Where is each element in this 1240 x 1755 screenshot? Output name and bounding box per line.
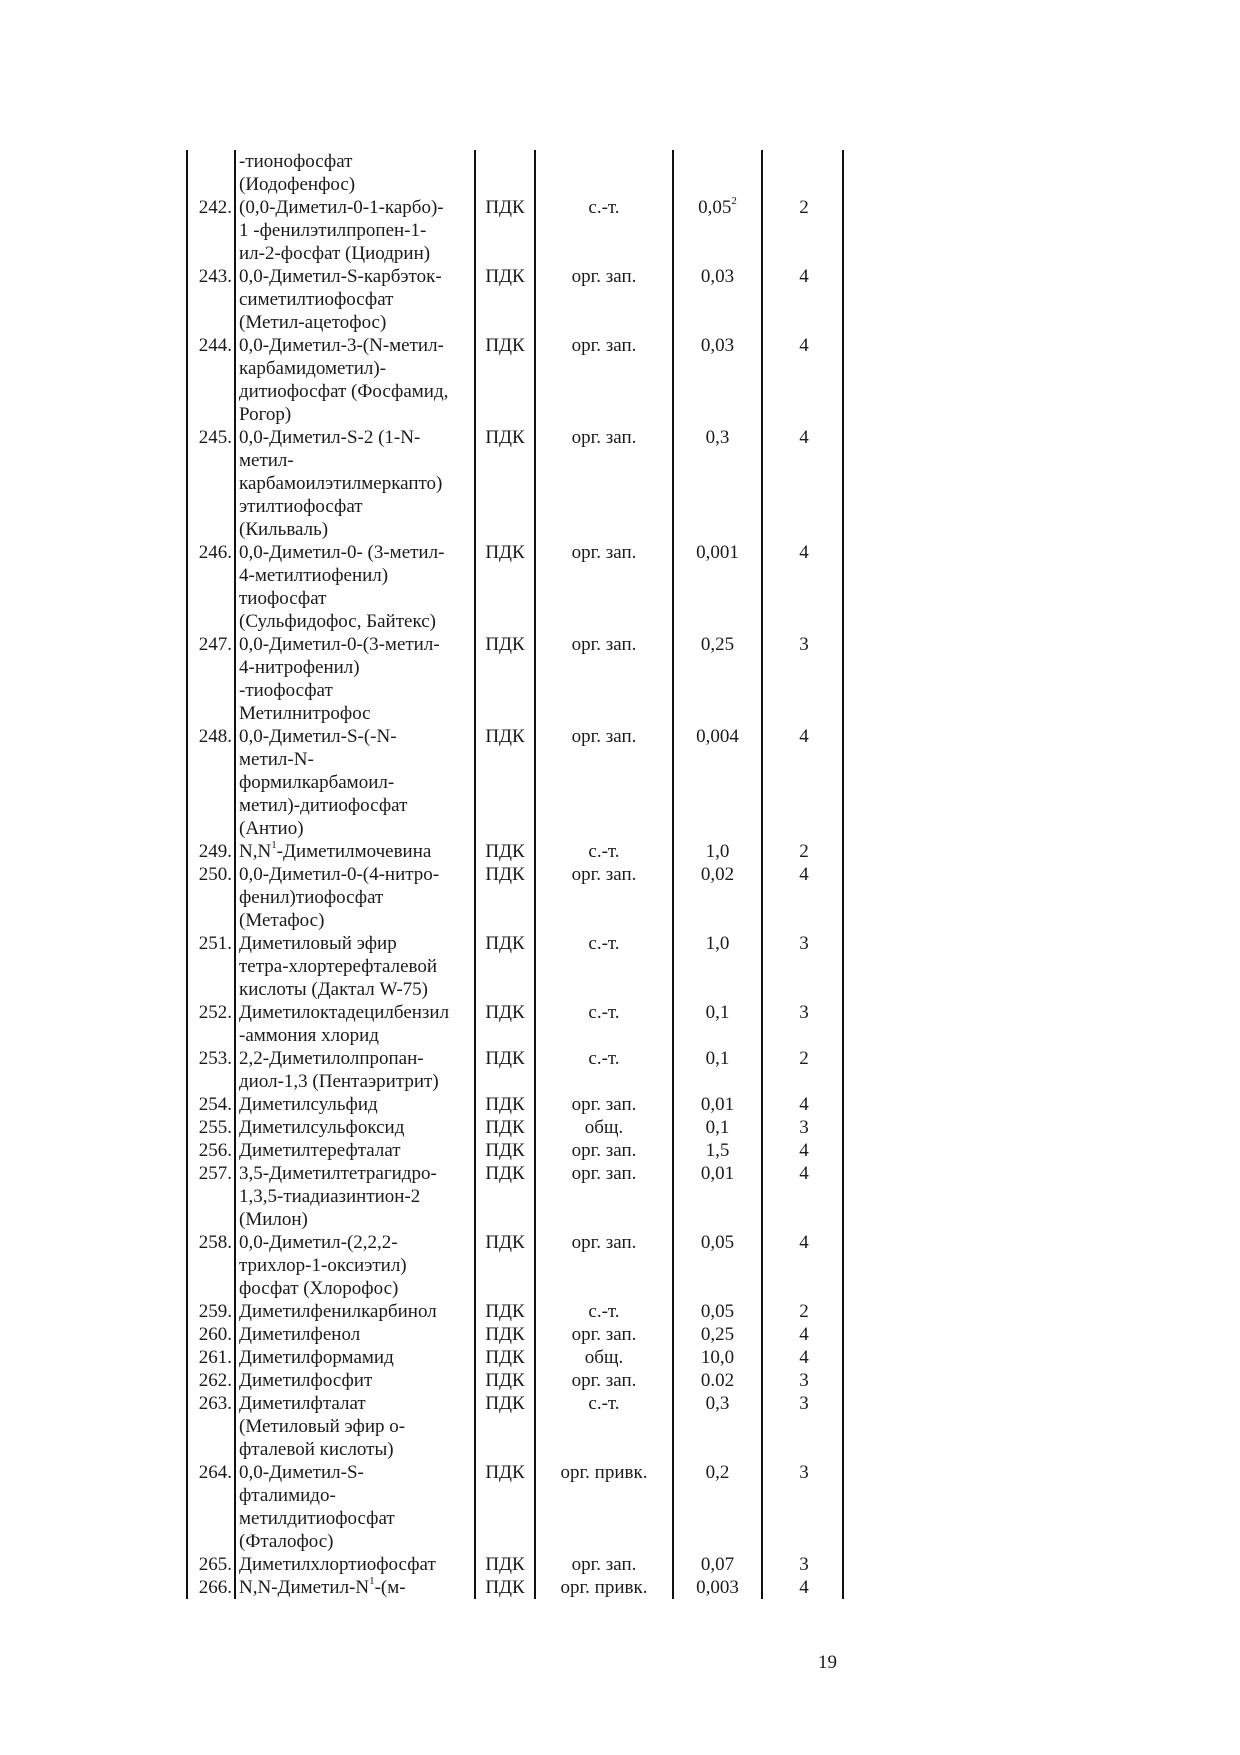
harmfulness-indicator: орг. зап. — [571, 726, 637, 747]
substance-name-line: метилдитиофосфат — [239, 1508, 395, 1529]
concentration-value: 10,0 — [700, 1347, 735, 1368]
concentration-value — [673, 150, 762, 196]
row-number: 259. — [198, 1301, 232, 1322]
row-number: 263. — [198, 1393, 232, 1414]
substance-name — [235, 541, 475, 633]
hazard-class: 4 — [799, 864, 809, 885]
concentration-value: 0,05 — [700, 1301, 735, 1322]
substance-name-line: 4-метилтиофенил) — [239, 565, 389, 586]
substance-name-line: Диметилтерефталат — [239, 1140, 401, 1161]
hazard-class: 2 — [799, 1301, 809, 1322]
column-divider — [474, 150, 476, 1599]
substance-name-line: (Сульфидофос, Байтекс) — [239, 611, 436, 632]
hazard-class: 3 — [799, 1370, 809, 1391]
hazard-class: 2 — [799, 197, 809, 218]
column-divider — [761, 150, 763, 1599]
table-row — [186, 541, 846, 633]
table-row — [186, 1300, 846, 1323]
substance-name-line: тиофосфат — [239, 588, 327, 609]
substance-name — [235, 1553, 475, 1576]
substance-name-line: кислоты (Дактал W-75) — [239, 979, 428, 1000]
limit-type: ПДК — [485, 1462, 525, 1483]
substance-name-line: фталимидо- — [239, 1485, 336, 1506]
substance-name-line: Диметилфенилкарбинол — [239, 1301, 437, 1322]
substance-name-line: (Милон) — [239, 1209, 308, 1230]
concentration-value: 1,0 — [705, 933, 730, 954]
hazard-class: 4 — [799, 1324, 809, 1345]
table-row — [186, 1001, 846, 1047]
concentration-value: 0,3 — [705, 427, 730, 448]
substance-name-line: карбамоилэтилмеркапто) — [239, 473, 443, 494]
table-row — [186, 265, 846, 334]
limit-type — [475, 150, 535, 196]
table-row — [186, 1231, 846, 1300]
limit-type: ПДК — [485, 1232, 525, 1253]
substances-table — [186, 150, 844, 1599]
concentration-value: 0,05$^2$ — [698, 194, 737, 218]
substance-name-line: симетилтиофосфат — [239, 289, 394, 310]
limit-type: ПДК — [485, 266, 525, 287]
harmfulness-indicator: орг. зап. — [571, 634, 637, 655]
hazard-class — [762, 150, 846, 196]
substance-name — [235, 334, 475, 426]
concentration-value: 0,25 — [700, 634, 735, 655]
substance-name — [235, 1461, 475, 1553]
substance-name-line: диол-1,3 (Пентаэритрит) — [239, 1071, 439, 1092]
substance-name-line: дитиофосфат (Фосфамид, — [239, 381, 449, 402]
substance-name-line: Диметилхлортиофосфат — [239, 1554, 436, 1575]
column-divider — [534, 150, 536, 1599]
harmfulness-indicator: орг. привк. — [560, 1577, 648, 1598]
substance-name-line: 1,3,5-тиадиазинтион-2 — [239, 1186, 421, 1207]
row-number — [186, 150, 235, 196]
harmfulness-indicator: орг. зап. — [571, 1140, 637, 1161]
substance-name — [235, 1369, 475, 1392]
table-row — [186, 1323, 846, 1346]
harmfulness-indicator: орг. зап. — [571, 1370, 637, 1391]
concentration-value: 0,1 — [705, 1002, 730, 1023]
substance-name-line: Метилнитрофос — [239, 703, 371, 724]
harmfulness-indicator: с.-т. — [588, 841, 620, 862]
table-row — [186, 196, 846, 265]
row-number: 262. — [198, 1370, 232, 1391]
hazard-class: 4 — [799, 1577, 809, 1598]
substance-name — [235, 1300, 475, 1323]
table-row — [186, 1047, 846, 1093]
limit-type: ПДК — [485, 841, 525, 862]
row-number: 260. — [198, 1324, 232, 1345]
substance-name — [235, 863, 475, 932]
concentration-value: 0,003 — [696, 1577, 739, 1598]
row-number: 254. — [198, 1094, 232, 1115]
harmfulness-indicator: орг. зап. — [571, 864, 637, 885]
substance-name-line: (Фталофос) — [239, 1531, 334, 1552]
row-number: 250. — [198, 864, 232, 885]
concentration-value: 0,25 — [700, 1324, 735, 1345]
substance-name-line: Диметилсульфид — [239, 1094, 378, 1115]
substance-name-line: 0,0-Диметил-S- — [239, 1462, 364, 1483]
substance-name — [235, 633, 475, 725]
hazard-class: 4 — [799, 1140, 809, 1161]
table-row — [186, 725, 846, 840]
substance-name — [235, 1392, 475, 1461]
hazard-class: 3 — [799, 1462, 809, 1483]
row-number: 248. — [198, 726, 232, 747]
limit-type: ПДК — [485, 1163, 525, 1184]
concentration-value: 0.02 — [700, 1370, 735, 1391]
substance-name-line: фенил)тиофосфат — [239, 887, 384, 908]
table-row — [186, 1553, 846, 1576]
substance-name-line: Диметилфенол — [239, 1324, 361, 1345]
substance-name — [235, 1346, 475, 1369]
substance-name-line: 3,5-Диметилтетрагидро- — [239, 1163, 437, 1184]
concentration-value: 0,03 — [700, 335, 735, 356]
harmfulness-indicator: с.-т. — [588, 197, 620, 218]
substance-name-line: 0,0-Диметил-S-2 (1-N- — [239, 427, 421, 448]
table-row — [186, 1576, 846, 1599]
concentration-value: 0,02 — [700, 864, 735, 885]
table-row — [186, 1139, 846, 1162]
substance-name-line: метил- — [239, 450, 294, 471]
substance-name-line: ил-2-фосфат (Циодрин) — [239, 243, 431, 264]
hazard-class: 3 — [799, 1554, 809, 1575]
harmfulness-indicator: с.-т. — [588, 1002, 620, 1023]
harmfulness-indicator — [535, 150, 673, 196]
limit-type: ПДК — [485, 1048, 525, 1069]
row-number: 252. — [198, 1002, 232, 1023]
limit-type: ПДК — [485, 542, 525, 563]
harmfulness-indicator: орг. зап. — [571, 542, 637, 563]
substance-name — [235, 150, 475, 196]
harmfulness-indicator: орг. зап. — [571, 1094, 637, 1115]
limit-type: ПДК — [485, 197, 525, 218]
substance-name-line: метил-N- — [239, 749, 314, 770]
substance-name-line: $N,N-Диметил-N^1-(м-$ — [239, 1574, 406, 1598]
harmfulness-indicator: с.-т. — [588, 1393, 620, 1414]
hazard-class: 3 — [799, 933, 809, 954]
limit-type: ПДК — [485, 726, 525, 747]
substance-name-line: Диметилоктадецилбензил — [239, 1002, 450, 1023]
harmfulness-indicator: орг. зап. — [571, 1324, 637, 1345]
hazard-class: 2 — [799, 1048, 809, 1069]
harmfulness-indicator: орг. зап. — [571, 335, 637, 356]
concentration-value: 0,001 — [696, 542, 739, 563]
limit-type: ПДК — [485, 427, 525, 448]
substance-name-line: (Метил-ацетофос) — [239, 312, 387, 333]
concentration-value: 0,03 — [700, 266, 735, 287]
substance-name-line: -тиофосфат — [239, 680, 333, 701]
table-border-left — [186, 150, 188, 1599]
hazard-class: 4 — [799, 1163, 809, 1184]
substance-name-line: -аммония хлорид — [239, 1025, 379, 1046]
concentration-value: 0,1 — [705, 1048, 730, 1069]
limit-type: ПДК — [485, 1324, 525, 1345]
row-number: 244. — [198, 335, 232, 356]
harmfulness-indicator: орг. привк. — [560, 1462, 648, 1483]
limit-type: ПДК — [485, 1370, 525, 1391]
limit-type: ПДК — [485, 1554, 525, 1575]
table-row — [186, 1093, 846, 1116]
substance-name — [235, 1162, 475, 1231]
limit-type: ПДК — [485, 1301, 525, 1322]
table-row — [186, 840, 846, 863]
harmfulness-indicator: орг. зап. — [571, 1232, 637, 1253]
concentration-value: 0,3 — [705, 1393, 730, 1414]
hazard-class: 4 — [799, 335, 809, 356]
row-number: 245. — [198, 427, 232, 448]
substance-name-line: (Метафос) — [239, 910, 325, 931]
hazard-class: 4 — [799, 266, 809, 287]
substance-name — [235, 1116, 475, 1139]
substance-name-line: 0,0-Диметил-S-(-N- — [239, 726, 397, 747]
substance-name — [235, 932, 475, 1001]
harmfulness-indicator: с.-т. — [588, 1048, 620, 1069]
substance-name-line: 4-нитрофенил) — [239, 657, 360, 678]
table-row — [186, 150, 846, 196]
harmfulness-indicator: орг. зап. — [571, 266, 637, 287]
row-number: 266. — [198, 1577, 232, 1598]
table-row — [186, 1346, 846, 1369]
substance-name-line: Диметилформамид — [239, 1347, 394, 1368]
substance-name — [235, 1047, 475, 1093]
substance-name-line: (0,0-Диметил-0-1-карбо)- — [239, 197, 444, 218]
table-row — [186, 1116, 846, 1139]
limit-type: ПДК — [485, 1577, 525, 1598]
column-divider — [234, 150, 236, 1599]
harmfulness-indicator: общ. — [584, 1117, 624, 1138]
table-row — [186, 1369, 846, 1392]
concentration-value: 1,0 — [705, 841, 730, 862]
substance-name-line: фосфат (Хлорофос) — [239, 1278, 399, 1299]
limit-type: ПДК — [485, 1393, 525, 1414]
row-number: 261. — [198, 1347, 232, 1368]
row-number: 256. — [198, 1140, 232, 1161]
substance-name-line: -тионофосфат — [239, 151, 353, 172]
concentration-value: 0,01 — [700, 1163, 735, 1184]
substance-name-line: метил)-дитиофосфат — [239, 795, 408, 816]
row-number: 243. — [198, 266, 232, 287]
concentration-value: 1,5 — [705, 1140, 730, 1161]
substance-name — [235, 1576, 475, 1599]
substance-name-line: 0,0-Диметил-0-(3-метил- — [239, 634, 440, 655]
substance-name-line: трихлор-1-оксиэтил) — [239, 1255, 407, 1276]
harmfulness-indicator: орг. зап. — [571, 427, 637, 448]
row-number: 258. — [198, 1232, 232, 1253]
row-number: 242. — [198, 197, 232, 218]
table-row — [186, 932, 846, 1001]
limit-type: ПДК — [485, 1117, 525, 1138]
concentration-value: 0,1 — [705, 1117, 730, 1138]
limit-type: ПДК — [485, 335, 525, 356]
substance-name-line: $N,N^1$-Диметилмочевина — [239, 838, 432, 862]
concentration-value: 0,05 — [700, 1232, 735, 1253]
substance-name-line: тетра-хлортерефталевой — [239, 956, 438, 977]
substance-name-line: карбамидометил)- — [239, 358, 387, 379]
harmfulness-indicator: общ. — [584, 1347, 624, 1368]
concentration-value: 0,07 — [700, 1554, 735, 1575]
table-border-right — [842, 150, 844, 1599]
substance-name-line: 0,0-Диметил-S-карбэток- — [239, 266, 442, 287]
substance-name-line: 0,0-Диметил-0- (3-метил- — [239, 542, 445, 563]
harmfulness-indicator: орг. зап. — [571, 1163, 637, 1184]
substance-name-line: (Метиловый эфир о- — [239, 1416, 406, 1437]
limit-type: ПДК — [485, 864, 525, 885]
substance-name — [235, 1139, 475, 1162]
substance-name-line: Диметилсульфоксид — [239, 1117, 405, 1138]
row-number: 255. — [198, 1117, 232, 1138]
substance-name-line: Диметилфталат — [239, 1393, 366, 1414]
substance-name — [235, 725, 475, 840]
substance-name — [235, 840, 475, 863]
substance-name-line: формилкарбамоил- — [239, 772, 395, 793]
hazard-class: 4 — [799, 1094, 809, 1115]
substance-name-line: Диметиловый эфир — [239, 933, 397, 954]
page-number: 19 — [818, 1652, 837, 1673]
hazard-class: 3 — [799, 1117, 809, 1138]
concentration-value: 0,2 — [705, 1462, 730, 1483]
harmfulness-indicator: орг. зап. — [571, 1554, 637, 1575]
harmfulness-indicator: с.-т. — [588, 933, 620, 954]
row-number: 249. — [198, 841, 232, 862]
hazard-class: 4 — [799, 726, 809, 747]
row-number: 246. — [198, 542, 232, 563]
substance-name-line: 2,2-Диметилолпропан- — [239, 1048, 424, 1069]
substance-name — [235, 1093, 475, 1116]
row-number: 253. — [198, 1048, 232, 1069]
substance-name — [235, 196, 475, 265]
row-number: 247. — [198, 634, 232, 655]
limit-type: ПДК — [485, 1140, 525, 1161]
row-number: 265. — [198, 1554, 232, 1575]
harmfulness-indicator: с.-т. — [588, 1301, 620, 1322]
substance-name-line: 1 -фенилэтилпропен-1- — [239, 220, 427, 241]
limit-type: ПДК — [485, 1347, 525, 1368]
column-divider — [672, 150, 674, 1599]
table-row — [186, 1461, 846, 1553]
substance-name-line: Диметилфосфит — [239, 1370, 373, 1391]
table-row — [186, 633, 846, 725]
limit-type: ПДК — [485, 933, 525, 954]
hazard-class: 3 — [799, 1002, 809, 1023]
substance-name — [235, 426, 475, 541]
substance-name-line: (Антио) — [239, 818, 304, 839]
substance-name — [235, 265, 475, 334]
hazard-class: 4 — [799, 1347, 809, 1368]
hazard-class: 2 — [799, 841, 809, 862]
substance-name-line: (Иодофенфос) — [239, 174, 356, 195]
substance-name-line: 0,0-Диметил-0-(4-нитро- — [239, 864, 440, 885]
substance-name-line: этилтиофосфат — [239, 496, 363, 517]
hazard-class: 4 — [799, 427, 809, 448]
substance-name — [235, 1323, 475, 1346]
substance-name-line: фталевой кислоты) — [239, 1439, 394, 1460]
substance-name-line: 0,0-Диметил-3-(N-метил- — [239, 335, 444, 356]
hazard-class: 4 — [799, 1232, 809, 1253]
table-row — [186, 426, 846, 541]
substance-name-line: (Кильваль) — [239, 519, 329, 540]
table-row — [186, 1162, 846, 1231]
concentration-value: 0,01 — [700, 1094, 735, 1115]
hazard-class: 3 — [799, 1393, 809, 1414]
limit-type: ПДК — [485, 1094, 525, 1115]
table-row — [186, 1392, 846, 1461]
row-number: 257. — [198, 1163, 232, 1184]
limit-type: ПДК — [485, 634, 525, 655]
table-row — [186, 863, 846, 932]
row-number: 251. — [198, 933, 232, 954]
substance-name-line: Рогор) — [239, 404, 292, 425]
hazard-class: 4 — [799, 542, 809, 563]
substance-name-line: 0,0-Диметил-(2,2,2- — [239, 1232, 398, 1253]
limit-type: ПДК — [485, 1002, 525, 1023]
hazard-class: 3 — [799, 634, 809, 655]
substance-name — [235, 1001, 475, 1047]
concentration-value: 0,004 — [696, 726, 739, 747]
row-number: 264. — [198, 1462, 232, 1483]
substance-name — [235, 1231, 475, 1300]
table-row — [186, 334, 846, 426]
